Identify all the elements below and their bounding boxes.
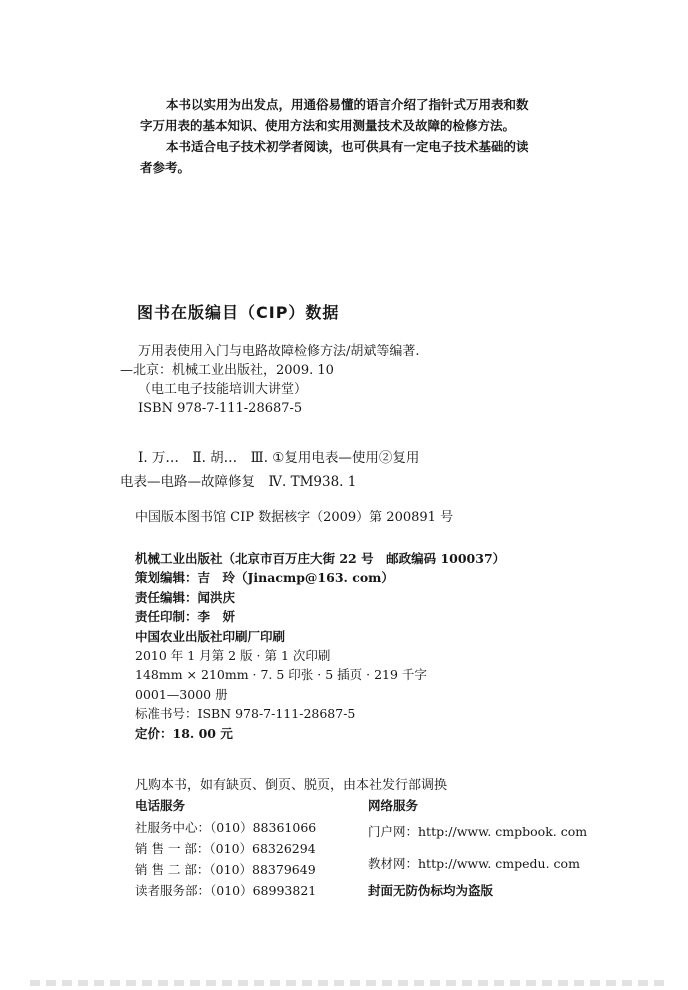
cip-line-series: （电工电子技能培训大讲堂）	[138, 382, 308, 397]
replacement-notice: 凡购本书，如有缺页、倒页、脱页，由本社发行部调换	[135, 778, 448, 793]
phone-sales-1: 销 售 一 部：（010）68326294	[135, 841, 316, 856]
edition: 2010 年 1 月第 2 版 · 第 1 次印刷	[135, 648, 331, 664]
print-run: 0001—3000 册	[135, 686, 228, 702]
planning-editor: 策划编辑：吉 玲（Jinacmp@163. com）	[135, 570, 394, 586]
abstract-paragraph-2: 本书适合电子技术初学者阅读，也可供具有一定电子技术基础的读者参考。	[140, 139, 529, 175]
book-abstract	[140, 94, 540, 178]
price: 定价：18. 00 元	[135, 725, 233, 741]
phone-reader-service: 读者服务部：（010）68993821	[135, 883, 317, 898]
cip-line-isbn: ISBN 978-7-111-28687-5	[138, 401, 303, 416]
scan-edge-artifact	[30, 980, 670, 986]
phone-service-header: 电话服务	[135, 798, 186, 813]
format: 148mm × 210mm · 7. 5 印张 · 5 插页 · 219 千字	[135, 667, 427, 683]
abstract-paragraph-1: 本书以实用为出发点，用通俗易懂的语言介绍了指针式万用表和数字万用表的基本知识、使用方法和实用测量技术及故障的检修方法。	[140, 97, 529, 133]
portal-site: 门户网：http://www. cmpbook. com	[368, 824, 588, 839]
publisher-address: 机械工业出版社（北京市百万庄大街 22 号 邮政编码 100037）	[135, 551, 506, 566]
cip-library-number: 中国版本图书馆 CIP 数据核字（2009）第 200891 号	[135, 510, 454, 525]
cip-record	[120, 342, 540, 418]
anti-piracy-notice: 封面无防伪标均为盗版	[368, 883, 494, 898]
cip-line-title: 万用表使用入门与电路故障检修方法/胡斌等编著.	[138, 344, 420, 359]
print-supervisor: 责任印制：李 妍	[135, 609, 236, 625]
cip-class-line-2: 电表—电路—故障修复 Ⅳ. TM938. 1	[120, 474, 357, 490]
responsible-editor: 责任编辑：闻洪庆	[135, 589, 236, 605]
standard-book-number: 标准书号：ISBN 978-7-111-28687-5	[135, 706, 356, 722]
cip-title: 图书在版编目（CIP）数据	[137, 303, 340, 322]
textbook-site: 教材网：http://www. cmpedu. com	[368, 856, 580, 871]
phone-service-center: 社服务中心：（010）88361066	[135, 820, 317, 835]
cip-line-publisher: —北京：机械工业出版社，2009. 10	[120, 363, 334, 378]
network-service-header: 网络服务	[368, 798, 419, 813]
cip-class-line-1: Ⅰ. 万… Ⅱ. 胡… Ⅲ. ①复用电表—使用②复用	[138, 450, 420, 466]
publisher-info	[135, 549, 505, 743]
printer: 中国农业出版社印刷厂印刷	[135, 628, 286, 644]
phone-sales-2: 销 售 二 部：（010）88379649	[135, 862, 316, 877]
cip-classification	[120, 446, 419, 494]
